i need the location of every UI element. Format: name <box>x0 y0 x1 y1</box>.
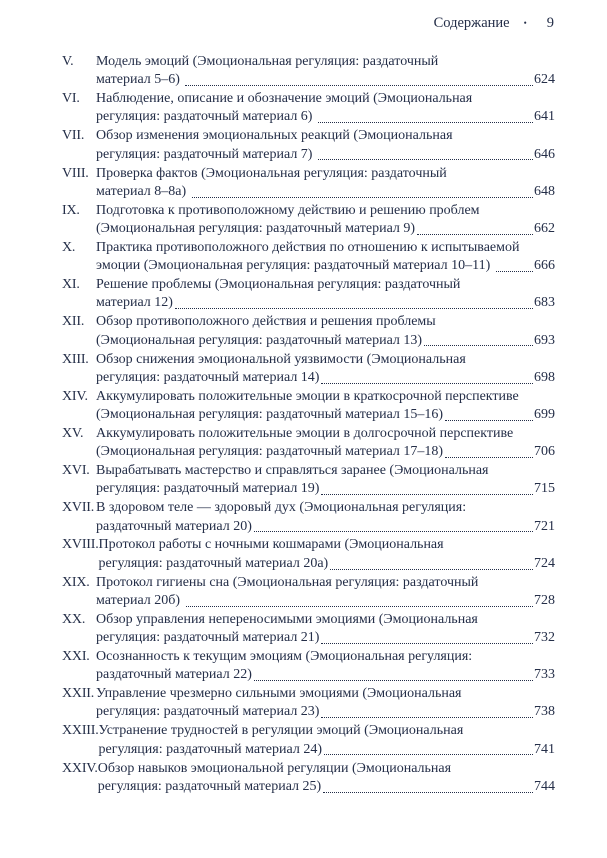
entry-body <box>96 685 555 722</box>
entry-title-line1: Осознанность к текущим эмоциям (Эмоциональная регуляция: <box>96 649 473 664</box>
entry-body <box>98 760 555 797</box>
entry-body <box>96 574 555 611</box>
toc-entry <box>62 536 555 573</box>
entry-body <box>96 425 555 462</box>
entry-numeral: XXII. <box>62 686 95 702</box>
entry-title-line2-row <box>96 592 555 610</box>
entry-title-line2-row <box>96 369 555 387</box>
entry-title-line2: материал 8–8а) <box>96 183 190 199</box>
toc-entry <box>62 722 555 759</box>
dot-leader <box>186 606 533 607</box>
toc-entry <box>62 351 555 388</box>
entry-title-line2: эмоции (Эмоциональная регуляция: раздаточный материал 10–11) <box>96 258 494 274</box>
entry-numeral: XX. <box>62 611 86 627</box>
entry-body <box>99 722 555 759</box>
entry-title-line2-row <box>96 183 555 201</box>
entry-page-number: 641 <box>534 109 555 125</box>
entry-body <box>96 165 555 202</box>
entry-page-number: 683 <box>534 295 555 311</box>
entry-body <box>96 499 555 536</box>
entry-page-number: 728 <box>534 592 555 608</box>
toc-entry <box>62 202 555 239</box>
entry-title-line1: Протокол работы с ночными кошмарами (Эмоциональная <box>98 537 444 553</box>
dot-leader <box>445 457 533 458</box>
entry-numeral: XV. <box>62 425 84 441</box>
entry-page-number: 733 <box>534 667 555 683</box>
toc-entry <box>62 276 555 313</box>
entry-body <box>96 648 555 685</box>
entry-title-line1: Обзор противоположного действия и решения проблемы <box>96 314 436 330</box>
entry-title-line2-row <box>96 518 555 536</box>
dot-leader <box>192 197 533 198</box>
entry-title-line2: (Эмоциональная регуляция: раздаточный материал 13) <box>96 332 423 348</box>
entry-page-number: 741 <box>534 741 555 757</box>
entry-title-line1: Устранение трудностей в регуляции эмоций (Эмоциональная <box>98 723 464 739</box>
dot-leader <box>185 85 533 86</box>
entry-page-number: 699 <box>534 406 555 422</box>
toc-entry <box>62 425 555 462</box>
dot-leader <box>324 754 533 755</box>
entry-page-number: 744 <box>534 778 555 794</box>
entry-numeral: X. <box>62 239 76 255</box>
entry-body <box>96 313 555 350</box>
entry-title-line1: Решение проблемы (Эмоциональная регуляция: раздаточный <box>96 277 461 293</box>
entry-page-number: 721 <box>534 518 555 534</box>
toc-entry <box>62 462 555 499</box>
entry-page-number: 662 <box>534 221 555 237</box>
entry-page-number: 624 <box>534 72 555 88</box>
entry-title-line2-row <box>98 778 555 796</box>
entry-title-line1: Управление чрезмерно сильными эмоциями (Эмоциональная <box>96 686 462 702</box>
entry-body <box>96 388 555 425</box>
dot-leader <box>318 122 533 123</box>
entry-numeral: XVII. <box>62 500 95 516</box>
dot-leader <box>424 345 533 346</box>
entry-body <box>96 202 555 239</box>
entry-numeral: XVI. <box>62 463 90 479</box>
entry-body <box>96 351 555 388</box>
toc-entry <box>62 239 555 276</box>
entry-numeral: XII. <box>62 314 85 330</box>
entry-body <box>96 239 555 276</box>
entry-page-number: 715 <box>534 481 555 497</box>
entry-title-line2-row <box>96 480 555 498</box>
toc-entry <box>62 611 555 648</box>
toc-entry <box>62 53 555 90</box>
entry-numeral: XIII. <box>62 351 89 367</box>
entry-title-line1: Наблюдение, описание и обозначение эмоций (Эмоциональная <box>96 91 473 107</box>
entry-numeral: XIV. <box>62 388 88 404</box>
chapter-header-title: Содержание <box>433 15 510 31</box>
entry-title-line2: регуляция: раздаточный материал 21) <box>96 630 320 646</box>
entry-numeral: XXIII. <box>62 723 99 739</box>
entry-title-line2-row <box>96 332 555 350</box>
entry-numeral: IX. <box>62 202 80 218</box>
header-page-number: 9 <box>546 15 554 31</box>
entry-title-line1: Модель эмоций (Эмоциональная регуляция: раздаточный <box>96 54 439 69</box>
entry-title-line1: Практика противоположного действия по отношению к испытываемой <box>96 239 520 255</box>
entry-body <box>96 90 555 127</box>
toc-entry <box>62 127 555 164</box>
entry-numeral: XVIII. <box>62 537 99 553</box>
toc-entry <box>62 760 555 797</box>
toc-entry <box>62 499 555 536</box>
entry-title-line2-row <box>96 703 555 721</box>
entry-body <box>96 127 555 164</box>
entry-title-line2-row <box>96 666 555 684</box>
entry-numeral: VI. <box>62 91 80 107</box>
dot-leader <box>323 792 533 793</box>
entry-page-number: 698 <box>534 369 555 385</box>
dot-leader <box>318 159 533 160</box>
entry-body <box>96 53 555 90</box>
entry-title-line2: (Эмоциональная регуляция: раздаточный материал 15–16) <box>96 406 444 422</box>
entry-body <box>96 276 555 313</box>
entry-title-line2: регуляция: раздаточный материал 25) <box>97 778 322 794</box>
entry-title-line2-row <box>99 555 555 573</box>
entry-title-line2-row <box>96 294 555 312</box>
entry-page-number: 724 <box>534 555 555 571</box>
entry-title-line1: Аккумулировать положительные эмоции в краткосрочной перспективе <box>96 388 519 404</box>
entry-title-line2-row <box>96 629 555 647</box>
toc-entry <box>62 388 555 425</box>
entry-title-line2: материал 20б) <box>96 592 184 608</box>
dot-leader <box>254 531 533 532</box>
entry-numeral: VII. <box>62 128 85 144</box>
entry-title-line2-row <box>96 220 555 238</box>
entry-title-line2: регуляция: раздаточный материал 20а) <box>98 555 329 571</box>
toc-entry <box>62 574 555 611</box>
entry-body <box>99 536 555 573</box>
entry-page-number: 693 <box>534 332 555 348</box>
entry-title-line2: регуляция: раздаточный материал 7) <box>96 146 316 162</box>
entry-page-number: 738 <box>534 704 555 720</box>
entry-title-line1: Обзор управления непереносимыми эмоциями (Эмоциональная <box>96 611 478 627</box>
entry-title-line2: материал 5–6) <box>96 72 184 88</box>
entry-title-line1: Обзор изменения эмоциональных реакций (Эмоциональная <box>96 128 453 144</box>
dot-leader <box>321 643 533 644</box>
entry-title-line2-row <box>96 406 555 424</box>
dot-leader <box>321 383 533 384</box>
entry-numeral: XXIV. <box>62 760 98 776</box>
toc-entry <box>62 165 555 202</box>
entry-title-line2-row <box>96 146 555 164</box>
dot-leader <box>496 271 533 272</box>
entry-title-line1: Проверка фактов (Эмоциональная регуляция: раздаточный <box>96 165 447 181</box>
entry-title-line1: Вырабатывать мастерство и справляться заранее (Эмоциональная <box>96 463 489 479</box>
dot-leader <box>417 234 533 235</box>
toc-entry <box>62 648 555 685</box>
entry-body <box>96 462 555 499</box>
entry-title-line1: Обзор снижения эмоциональной уязвимости (Эмоциональная <box>96 351 466 367</box>
entry-body <box>96 611 555 648</box>
entry-title-line1: Обзор навыков эмоциональной регуляции (Эмоциональная <box>97 760 452 776</box>
entry-title-line2: регуляция: раздаточный материал 24) <box>98 741 322 757</box>
toc-entry <box>62 90 555 127</box>
dot-leader <box>254 680 533 681</box>
entry-page-number: 732 <box>534 630 555 646</box>
dot-leader <box>445 420 533 421</box>
entry-title-line2: раздаточный материал 22) <box>96 667 252 683</box>
entry-title-line2-row <box>96 71 555 89</box>
entry-title-line2: материал 12) <box>96 295 173 311</box>
entry-page-number: 646 <box>534 146 555 162</box>
bullet-separator-icon: • <box>523 18 527 28</box>
entry-title-line2: раздаточный материал 20) <box>96 518 252 534</box>
entry-title-line2: (Эмоциональная регуляция: раздаточный материал 9) <box>96 221 416 237</box>
entry-title-line2: (Эмоциональная регуляция: раздаточный материал 17–18) <box>96 444 444 460</box>
entry-page-number: 666 <box>534 258 555 274</box>
entry-title-line2: регуляция: раздаточный материал 6) <box>96 109 316 125</box>
entry-title-line2: регуляция: раздаточный материал 14) <box>96 369 320 385</box>
dot-leader <box>321 494 533 495</box>
entry-page-number: 648 <box>534 183 555 199</box>
entry-title-line1: В здоровом теле — здоровый дух (Эмоциональная регуляция: <box>96 500 467 516</box>
dot-leader <box>330 569 533 570</box>
entry-title-line2-row <box>99 741 555 759</box>
entry-title-line1: Протокол гигиены сна (Эмоциональная регуляция: раздаточный <box>96 574 479 590</box>
entry-title-line1: Подготовка к противоположному действию и решению проблем <box>96 202 480 218</box>
entry-numeral: XXI. <box>62 649 90 664</box>
table-of-contents <box>0 32 607 796</box>
toc-entry <box>62 685 555 722</box>
entry-title-line2-row <box>96 443 555 461</box>
entry-title-line2-row <box>96 108 555 126</box>
dot-leader <box>321 717 533 718</box>
entry-title-line1: Аккумулировать положительные эмоции в долгосрочной перспективе <box>96 425 514 441</box>
entry-title-line2: регуляция: раздаточный материал 19) <box>96 481 320 497</box>
entry-numeral: XI. <box>62 277 80 293</box>
entry-title-line2: регуляция: раздаточный материал 23) <box>96 704 320 720</box>
entry-page-number: 706 <box>534 444 555 460</box>
entry-numeral: XIX. <box>62 574 90 590</box>
entry-title-line2-row <box>96 257 555 275</box>
toc-entry <box>62 313 555 350</box>
dot-leader <box>175 308 533 309</box>
entry-numeral: V. <box>62 54 74 69</box>
running-header <box>0 0 607 32</box>
entry-numeral: VIII. <box>62 165 89 181</box>
